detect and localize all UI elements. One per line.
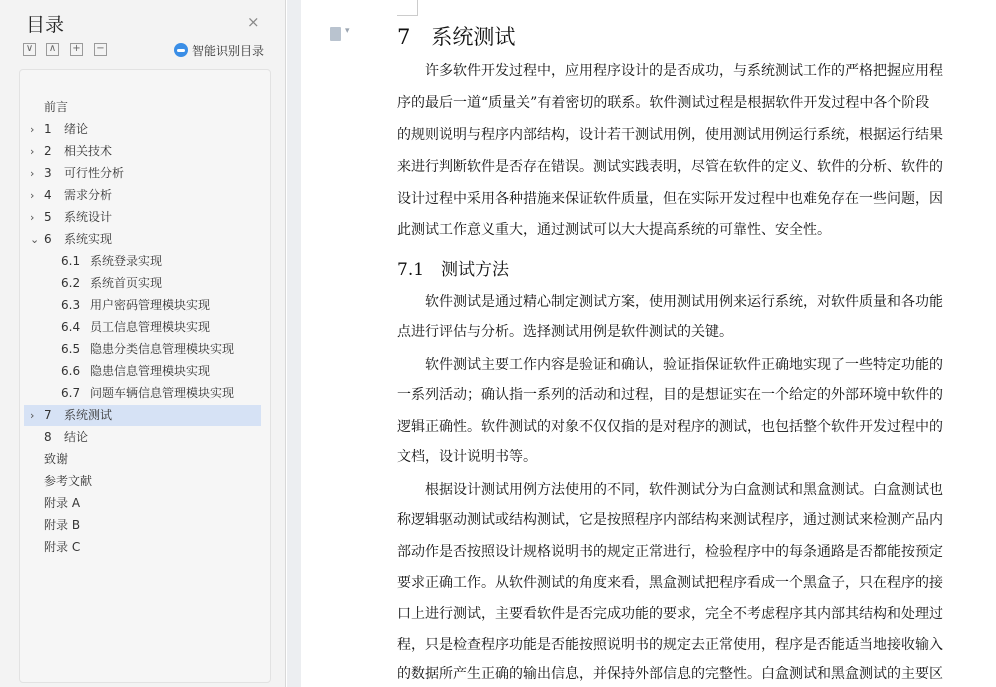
section-heading: 7.1 测试方法	[397, 260, 510, 280]
body-text-line: 软件测试主要工作内容是验证和确认，验证指保证软件正确地实现了一些特定功能的	[397, 357, 943, 373]
document-page	[301, 0, 996, 687]
toc-item-label: 系统实现	[64, 232, 113, 246]
toc-item-number: 6	[44, 232, 52, 246]
expand-all-icon[interactable]: ∧	[46, 43, 59, 56]
toc-item-number: 6.6	[61, 364, 81, 378]
chevron-right-icon[interactable]: ›	[30, 409, 35, 422]
toc-item[interactable]	[24, 427, 261, 448]
toc-item-number: 4	[44, 188, 52, 202]
toc-item-label: 用户密码管理模块实现	[90, 298, 211, 312]
toc-item[interactable]	[24, 317, 261, 338]
body-text-line: 要求正确工作。从软件测试的角度来看，黑盒测试把程序看成一个黑盒子，只在程序的接	[397, 575, 943, 591]
toc-item-label: 附录 A	[44, 496, 81, 510]
document-area	[287, 0, 996, 687]
smart-toc-button[interactable]	[174, 43, 264, 59]
toc-item-number: 3	[44, 166, 52, 180]
body-text-line: 点进行评估与分析。选择测试用例是软件测试的关键。	[397, 324, 733, 340]
toc-item[interactable]	[24, 471, 261, 492]
chevron-right-icon[interactable]: ›	[30, 123, 35, 136]
body-text-line: 逻辑正确性。软件测试的对象不仅仅指的是对程序的测试，也包括整个软件开发过程中的	[397, 419, 943, 435]
toc-item-label: 隐患信息管理模块实现	[90, 364, 211, 378]
body-text-line: 称逻辑驱动测试或结构测试，它是按照程序内部结构来测试程序，通过测试来检测产品内	[397, 512, 943, 528]
page-corner-mark	[397, 0, 418, 16]
toc-item-label: 员工信息管理模块实现	[90, 320, 211, 334]
body-text-line: 设计过程中采用各种措施来保证软件质量，但在实际开发过程中也难免存在一些问题，因	[397, 191, 943, 207]
toc-item-number: 8	[44, 430, 52, 444]
body-text-line: 部动作是否按照设计规格说明书的规定正常进行，检验程序中的每条通路是否都能按预定	[397, 544, 943, 560]
body-text-line: 来进行判断软件是否存在错误。测试实践表明，尽管在软件的定义、软件的分析、软件的	[397, 159, 943, 175]
toc-item-label: 前言	[44, 100, 69, 114]
toc-item-number: 7	[44, 408, 52, 422]
chevron-right-icon[interactable]: ›	[30, 189, 35, 202]
toc-item-number: 6.7	[61, 386, 81, 400]
toc-item[interactable]	[24, 537, 261, 558]
toc-item[interactable]	[24, 361, 261, 382]
toc-item-label: 系统首页实现	[90, 276, 163, 290]
body-text-line: 许多软件开发过程中，应用程序设计的是否成功，与系统测试工作的严格把握应用程	[397, 63, 943, 79]
body-text-line: 一系列活动；确认指一系列的活动和过程，目的是想证实在一个给定的外部环境中软件的	[397, 387, 943, 403]
toc-item[interactable]	[24, 119, 261, 140]
toc-item[interactable]	[24, 449, 261, 470]
toc-item[interactable]	[24, 229, 261, 250]
toc-item[interactable]	[24, 405, 261, 426]
close-icon[interactable]: ×	[247, 13, 260, 31]
toc-item[interactable]	[24, 383, 261, 404]
toc-item[interactable]	[24, 251, 261, 272]
smart-toc-label: 智能识别目录	[192, 44, 265, 58]
toc-item-label: 参考文献	[44, 474, 93, 488]
toc-item-number: 2	[44, 144, 52, 158]
cloud-ai-icon	[174, 43, 188, 57]
toc-item-number: 5	[44, 210, 52, 224]
toc-item-label: 附录 C	[44, 540, 81, 554]
toc-item[interactable]	[24, 207, 261, 228]
document-icon[interactable]	[330, 27, 341, 41]
toc-item[interactable]	[24, 97, 261, 118]
body-text-line: 的数据所产生正确的输出信息，并保持外部信息的完整性。白盒测试和黑盒测试的主要区	[397, 666, 943, 682]
toc-item-label: 结论	[64, 430, 89, 444]
toc-item[interactable]	[24, 339, 261, 360]
chevron-right-icon[interactable]: ›	[30, 211, 35, 224]
toc-item[interactable]	[24, 185, 261, 206]
toc-item-number: 1	[44, 122, 52, 136]
toc-item-label: 可行性分析	[64, 166, 125, 180]
toc-item-label: 隐患分类信息管理模块实现	[90, 342, 235, 356]
add-heading-icon[interactable]: +	[70, 43, 83, 56]
chapter-heading: 7 系统测试	[397, 25, 516, 49]
chevron-down-icon[interactable]: ▾	[345, 26, 350, 36]
toc-item-label: 系统设计	[64, 210, 113, 224]
toc-item[interactable]	[24, 295, 261, 316]
body-text-line: 的规则说明与程序内部结构，设计若干测试用例，使用测试用例运行系统，根据运行结果	[397, 127, 943, 143]
toc-item-label: 绪论	[64, 122, 89, 136]
toc-item[interactable]	[24, 141, 261, 162]
toc-item[interactable]	[24, 493, 261, 514]
toc-item[interactable]	[24, 273, 261, 294]
chevron-down-icon[interactable]: ⌄	[30, 233, 40, 246]
collapse-all-icon[interactable]: ∨	[23, 43, 36, 56]
toc-item-label: 系统登录实现	[90, 254, 163, 268]
body-text-line: 根据设计测试用例方法使用的不同，软件测试分为白盒测试和黑盒测试。白盒测试也	[397, 482, 943, 498]
chevron-right-icon[interactable]: ›	[30, 145, 35, 158]
toc-item[interactable]	[24, 163, 261, 184]
toc-item-label: 问题车辆信息管理模块实现	[90, 386, 235, 400]
body-text-line: 此测试工作意义重大，通过测试可以大大提高系统的可靠性、安全性。	[397, 222, 831, 238]
toc-item[interactable]	[24, 515, 261, 536]
chevron-right-icon[interactable]: ›	[30, 167, 35, 180]
remove-heading-icon[interactable]: −	[94, 43, 107, 56]
toc-item-number: 6.5	[61, 342, 81, 356]
toc-item-number: 6.1	[61, 254, 81, 268]
toc-item-label: 相关技术	[64, 144, 113, 158]
body-text-line: 软件测试是通过精心制定测试方案，使用测试用例来运行系统，对软件质量和各功能	[397, 294, 943, 310]
body-text-line: 口上进行测试，主要看软件是否完成功能的要求，完全不考虑程序其内部其结构和处理过	[397, 606, 943, 622]
toc-item-label: 系统测试	[64, 408, 113, 422]
toc-item-number: 6.4	[61, 320, 81, 334]
toc-item-label: 致谢	[44, 452, 69, 466]
toc-item-number: 6.2	[61, 276, 81, 290]
toc-item-label: 附录 B	[44, 518, 81, 532]
toc-title: 目录	[26, 14, 65, 36]
toc-item-label: 需求分析	[64, 188, 113, 202]
body-text-line: 文档，设计说明书等。	[397, 449, 537, 465]
body-text-line: 序的最后一道“质量关”有着密切的联系。软件测试过程是根据软件开发过程中各个阶段	[397, 95, 930, 111]
body-text-line: 程，只是检查程序功能是否能按照说明书的规定去正常使用，程序是否能适当地接收输入	[397, 637, 943, 653]
toc-sidebar	[0, 0, 286, 687]
toc-item-number: 6.3	[61, 298, 81, 312]
